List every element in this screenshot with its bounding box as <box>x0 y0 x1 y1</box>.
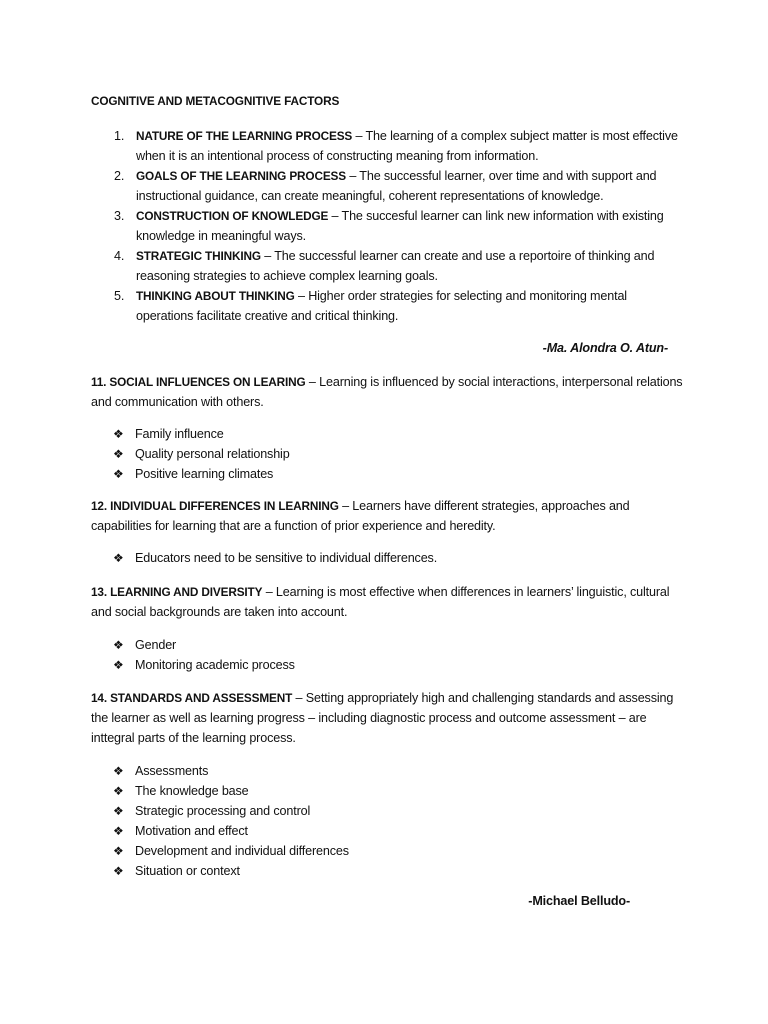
section-term: 11. SOCIAL INFLUENCES ON LEARING <box>91 375 306 389</box>
bullet-item: ❖ Quality personal relationship <box>113 444 290 464</box>
cognitive-factors-list <box>114 126 684 326</box>
list-item <box>114 206 684 246</box>
bullet-item: ❖ Motivation and effect <box>113 821 349 841</box>
item-text: – The successful learner can create and use a reportoire of thinking and reasoning strategies to achieve complex learning goals. <box>136 249 655 283</box>
item-number: 3. <box>114 209 125 223</box>
item-term: NATURE OF THE LEARNING PROCESS <box>136 129 353 143</box>
diamond-bullet-icon: ❖ <box>113 804 124 818</box>
item-number: 2. <box>114 169 125 183</box>
bullet-item: ❖ Monitoring academic process <box>113 655 295 675</box>
bullet-item: ❖ Development and individual differences <box>113 841 349 861</box>
item-term: THINKING ABOUT THINKING <box>136 289 295 303</box>
bullet-item: ❖ Assessments <box>113 761 349 781</box>
diamond-bullet-icon: ❖ <box>113 427 124 441</box>
diamond-bullet-icon: ❖ <box>113 447 124 461</box>
item-term: STRATEGIC THINKING <box>136 249 261 263</box>
item-number: 5. <box>114 289 125 303</box>
bullet-list <box>113 548 437 568</box>
bullet-item: ❖ Positive learning climates <box>113 464 290 484</box>
item-term: CONSTRUCTION OF KNOWLEDGE <box>136 209 329 223</box>
item-number: 4. <box>114 249 125 263</box>
diamond-bullet-icon: ❖ <box>113 864 124 878</box>
bullet-list <box>113 635 295 675</box>
diamond-bullet-icon: ❖ <box>113 824 124 838</box>
item-text: – The succesful learner can link new information with existing knowledge in meaningful ways. <box>136 209 664 243</box>
section-paragraph <box>91 372 691 412</box>
bullet-item: ❖ The knowledge base <box>113 781 349 801</box>
signature-belludo: -Michael Belludo- <box>528 894 630 908</box>
diamond-bullet-icon: ❖ <box>113 844 124 858</box>
bullet-item: ❖ Gender <box>113 635 295 655</box>
diamond-bullet-icon: ❖ <box>113 551 124 565</box>
section-paragraph <box>91 496 691 536</box>
bullet-item: ❖ Situation or context <box>113 861 349 881</box>
bullet-list <box>113 761 349 881</box>
diamond-bullet-icon: ❖ <box>113 638 124 652</box>
section-term: 14. STANDARDS AND ASSESSMENT <box>91 691 293 705</box>
bullet-list <box>113 424 290 484</box>
bullet-item: ❖ Strategic processing and control <box>113 801 349 821</box>
section-term: 12. INDIVIDUAL DIFFERENCES IN LEARNING <box>91 499 339 513</box>
diamond-bullet-icon: ❖ <box>113 764 124 778</box>
list-item <box>114 166 684 206</box>
signature-atun: -Ma. Alondra O. Atun- <box>542 341 668 355</box>
bullet-item: ❖ Educators need to be sensitive to individual differences. <box>113 548 437 568</box>
item-text: – Higher order strategies for selecting and monitoring mental operations facilitate creative and critical thinking. <box>136 289 627 323</box>
section-text: – Learning is influenced by social interactions, interpersonal relations and communication with others. <box>91 375 683 409</box>
section-text: – Learners have different strategies, approaches and capabilities for learning that are a function of prior experience and heredity. <box>91 499 630 533</box>
section-text: – Learning is most effective when differences in learners’ linguistic, cultural and social backgrounds are taken into account. <box>91 585 670 619</box>
section-term: 13. LEARNING AND DIVERSITY <box>91 585 263 599</box>
item-number: 1. <box>114 129 125 143</box>
item-term: GOALS OF THE LEARNING PROCESS <box>136 169 346 183</box>
section-paragraph <box>91 582 691 622</box>
diamond-bullet-icon: ❖ <box>113 784 124 798</box>
diamond-bullet-icon: ❖ <box>113 658 124 672</box>
list-item <box>114 246 684 286</box>
list-item <box>114 126 684 166</box>
document-title: COGNITIVE AND METACOGNITIVE FACTORS <box>91 94 340 108</box>
section-text: – Setting appropriately high and challenging standards and assessing the learner as well as learning progress – including diagnostic process and outcome assessment – are inttegral parts of the learning process. <box>91 691 674 745</box>
section-paragraph <box>91 688 691 748</box>
diamond-bullet-icon: ❖ <box>113 467 124 481</box>
list-item <box>114 286 684 326</box>
item-text: – The successful learner, over time and with support and instructional guidance, can create meaningful, coherent representations of knowledge. <box>136 169 657 203</box>
bullet-item: ❖ Family influence <box>113 424 290 444</box>
item-text: – The learning of a complex subject matter is most effective when it is an intentional process of constructing meaning from information. <box>136 129 678 163</box>
